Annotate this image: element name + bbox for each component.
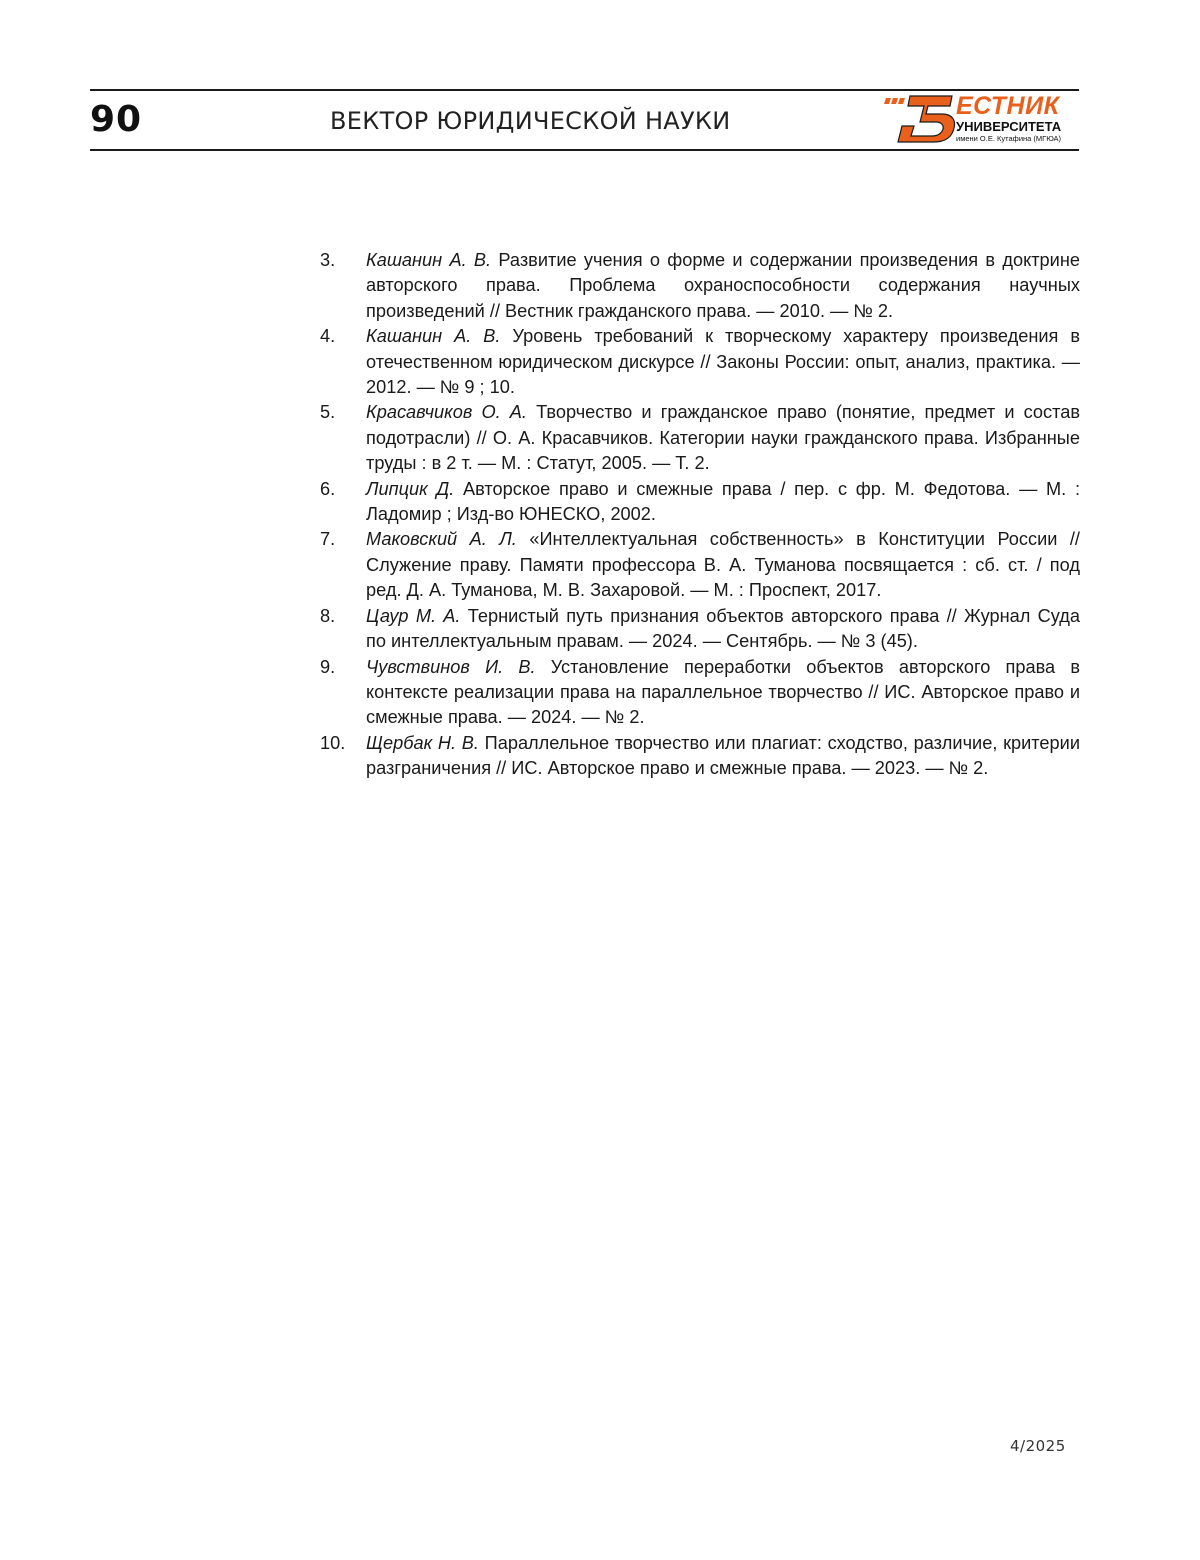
reference-item (320, 324, 1080, 400)
header-bottom-rule (90, 149, 1079, 151)
vestnik-logo (880, 92, 1080, 146)
logo-sub-text: УНИВЕРСИТЕТА (956, 119, 1062, 134)
reference-author: Цаур М. А. (366, 605, 461, 626)
reference-item (320, 655, 1080, 731)
journal-section-title: ВЕКТОР ЮРИДИЧЕСКОЙ НАУКИ (330, 107, 731, 135)
reference-text: Тернистый путь признания объектов авторского права // Журнал Суда по интеллектуальным правам. — 2024. — Сентябрь. — № 3 (45). (366, 605, 1080, 652)
reference-item (320, 731, 1080, 782)
reference-text: Уровень требований к творческому характеру произведения в отечественном юридическом дискурсе // Законы России: опыт, анализ, практика. — 2012. — № 9 ; 10. (366, 326, 1080, 398)
reference-text: «Интеллектуальная собственность» в Конституции России // Служение праву. Памяти профессора В. А. Туманова посвящается : сб. ст. / под ред. Д. А. Туманова, М. В. Захаровой. — М. : Проспект, 2017. (366, 529, 1080, 601)
reference-author: Кашанин А. В. (366, 250, 492, 270)
reference-item (320, 248, 1080, 324)
reference-text: Параллельное творчество или плагиат: сходство, различие, критерии разграничения // ИС. Авторское право и смежные права. — 2023. — № 2. (366, 732, 1080, 779)
reference-author: Липцик Д. (366, 478, 455, 499)
reference-number: 4. (320, 326, 336, 347)
reference-text: Развитие учения о форме и содержании произведения в доктрине авторского права. Проблема охраноспособности содержания научных произведений // Вестник гражданского права. — 2010. — № 2. (366, 250, 1080, 321)
reference-list (320, 248, 1080, 782)
reference-number: 3. (320, 250, 336, 270)
issue-number: 4/2025 (1010, 1437, 1066, 1455)
reference-item (320, 527, 1080, 603)
logo-note-text: имени О.Е. Кутафина (МГЮА) (956, 134, 1062, 143)
reference-item (320, 400, 1080, 476)
reference-text: Творчество и гражданское право (понятие, предмет и состав подотрасли) // О. А. Красавчиков. Категории науки гражданского права. Избранные труды : в 2 т. — М. : Статут, 2005. — Т. 2. (366, 402, 1081, 474)
reference-author: Маковский А. Л. (366, 529, 517, 550)
header-top-rule (90, 89, 1079, 91)
reference-item (320, 604, 1080, 655)
reference-item (320, 477, 1080, 528)
reference-number: 5. (320, 402, 336, 423)
reference-author: Чувствинов И. В. (366, 656, 536, 677)
page-number: 90 (90, 99, 143, 140)
reference-author: Щербак Н. В. (366, 732, 479, 753)
reference-number: 7. (320, 529, 336, 550)
reference-text: Авторское право и смежные права / пер. с фр. М. Федотова. — М. : Ладомир ; Изд-во ЮНЕСКО, 2002. (366, 478, 1081, 525)
logo-main-text: ЕСТНИК (956, 92, 1060, 120)
reference-number: 10. (320, 732, 346, 753)
reference-author: Кашанин А. В. (366, 326, 501, 347)
reference-number: 9. (320, 656, 336, 677)
reference-number: 6. (320, 478, 336, 499)
reference-number: 8. (320, 605, 336, 626)
vestnik-logo-mark-icon (880, 92, 960, 146)
reference-author: Красавчиков О. А. (366, 402, 527, 423)
reference-text: Установление переработки объектов авторского права в контексте реализации права на параллельное творчество // ИС. Авторское право и смежные права. — 2024. — № 2. (366, 656, 1080, 728)
